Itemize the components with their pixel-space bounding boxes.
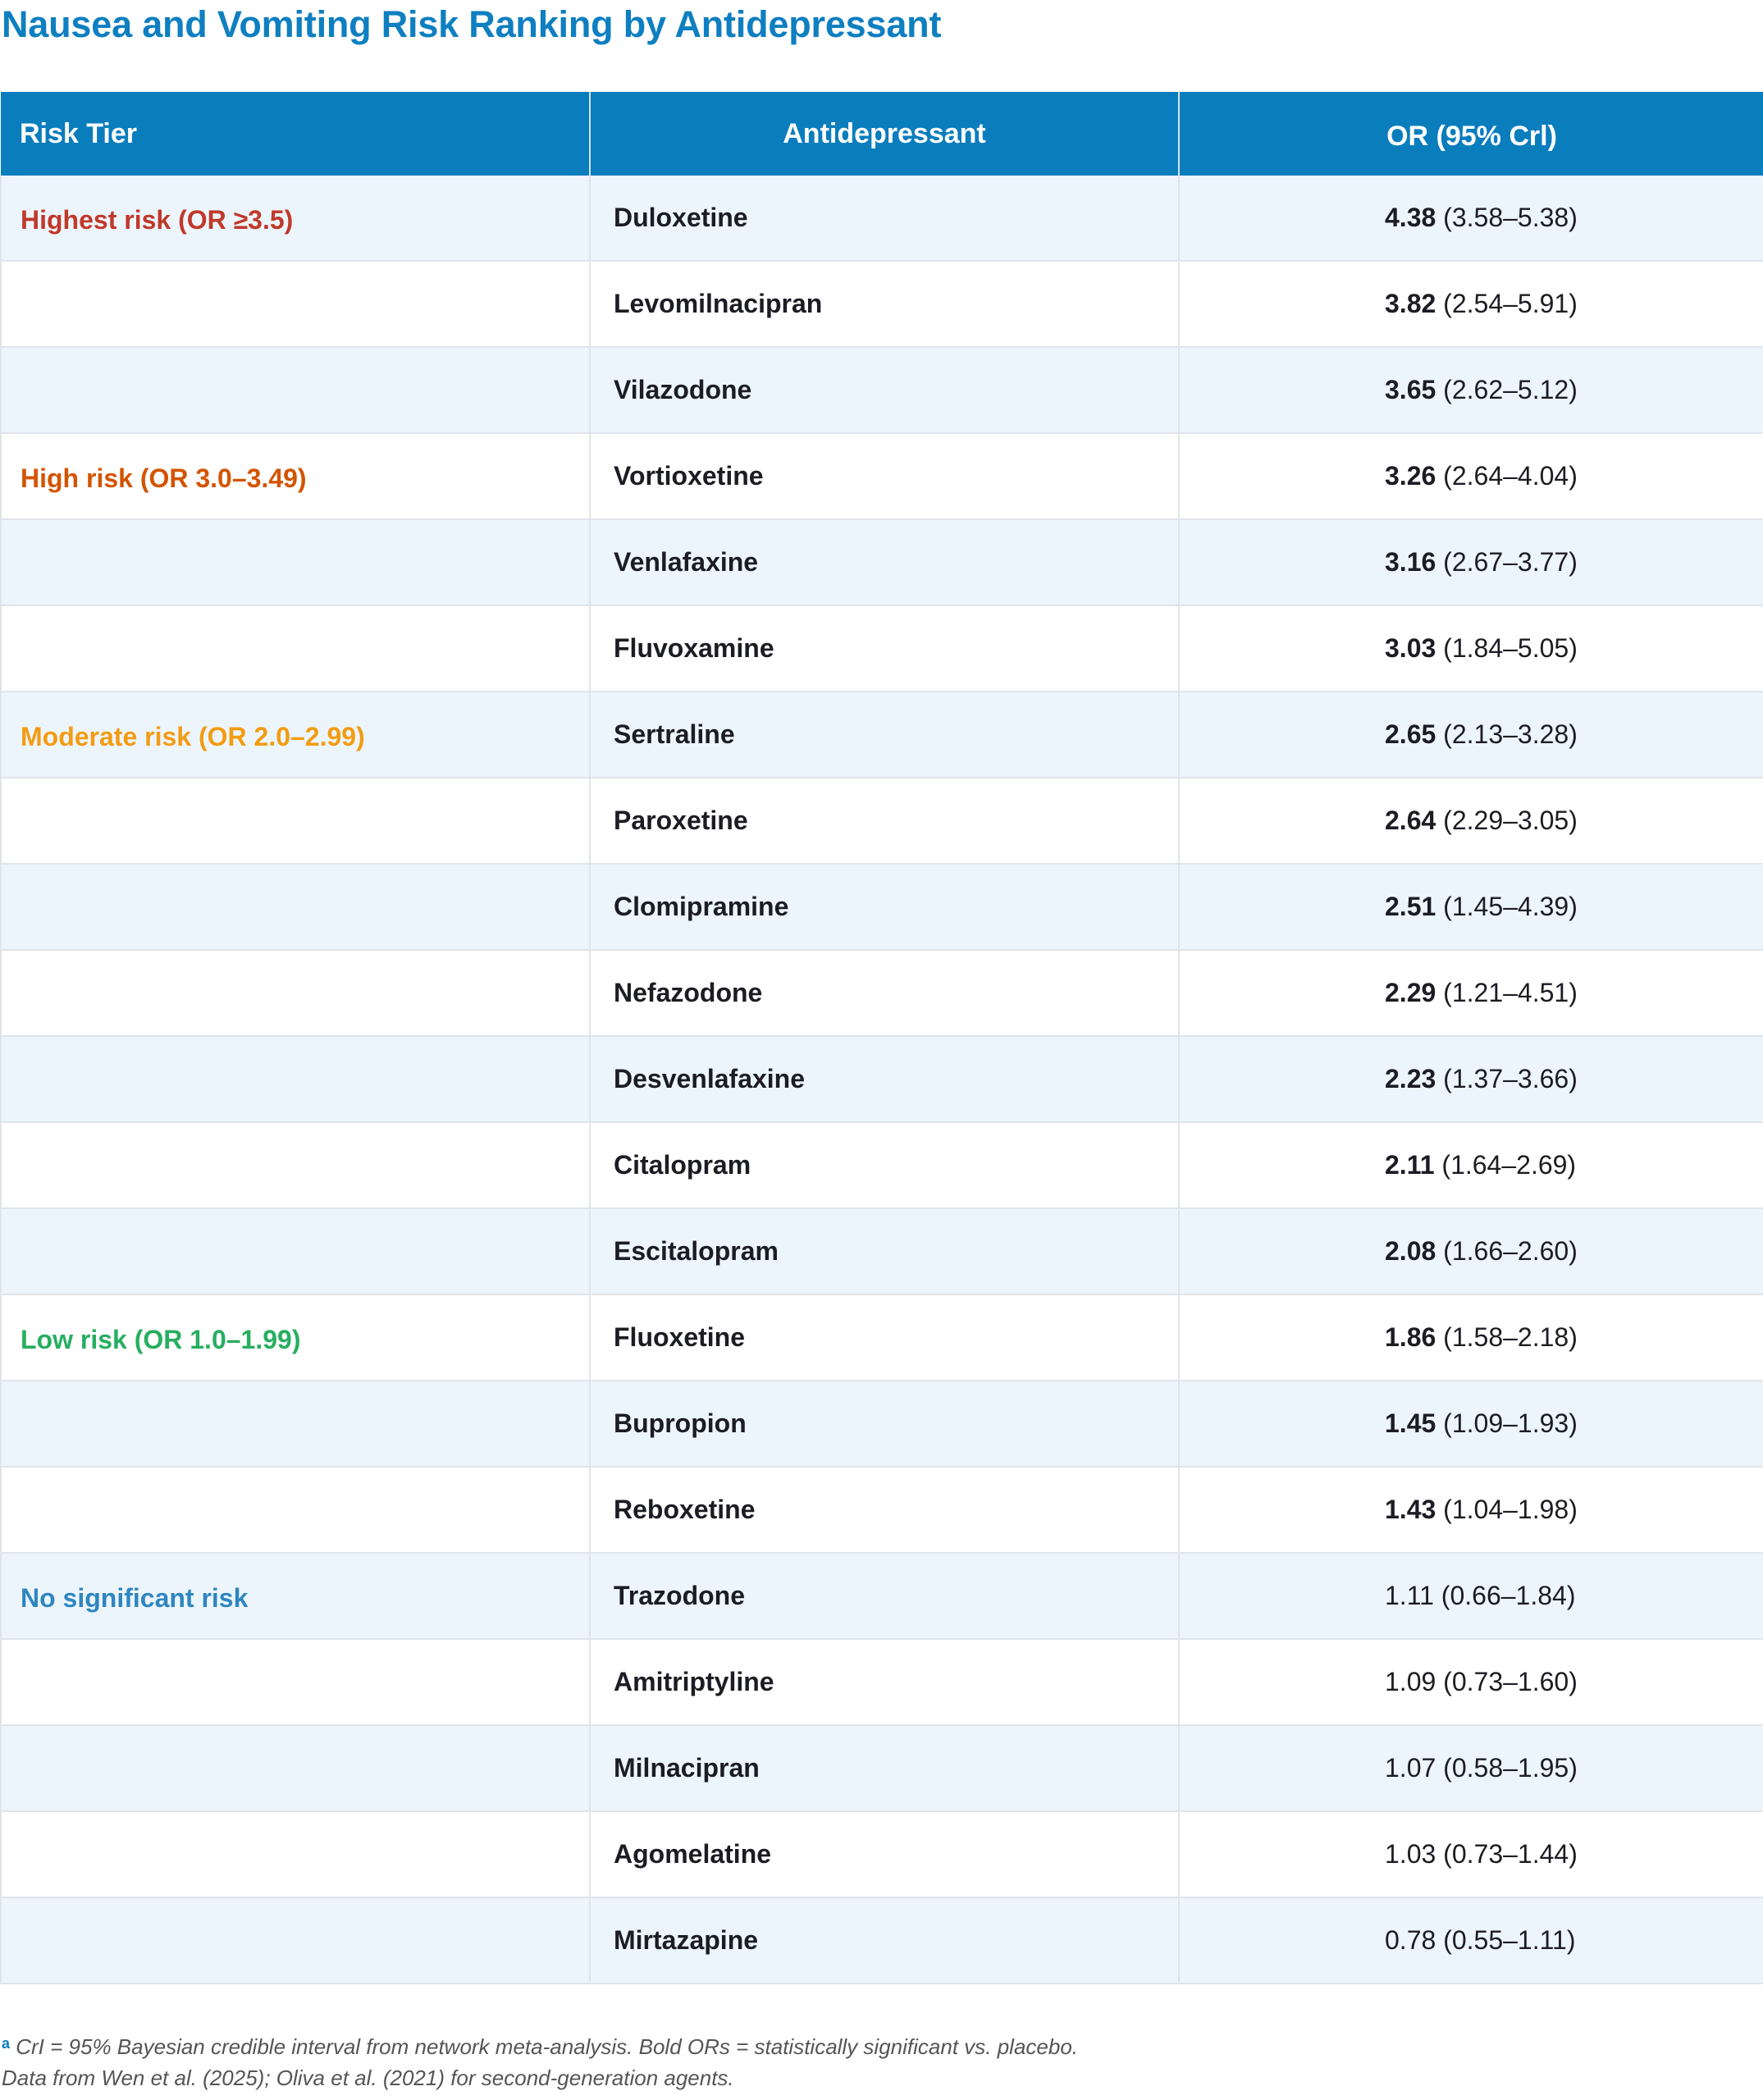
risk-tier-cell: Moderate risk (OR 2.0–2.99) <box>1 692 590 778</box>
or-credible-interval: (2.67–3.77) <box>1443 547 1578 577</box>
antidepressant-cell: Trazodone <box>590 1553 1179 1639</box>
antidepressant-cell: Paroxetine <box>590 778 1179 864</box>
antidepressant-cell: Reboxetine <box>590 1467 1179 1553</box>
or-estimate: 2.11 <box>1385 1150 1435 1180</box>
table-row <box>1 1381 1763 1467</box>
or-credible-interval: (1.84–5.05) <box>1443 633 1578 663</box>
or-cell <box>1179 1467 1763 1553</box>
or-estimate: 2.64 <box>1385 806 1436 835</box>
or-credible-interval: (0.73–1.44) <box>1443 1839 1578 1869</box>
or-cell <box>1179 778 1763 864</box>
or-cell <box>1179 1725 1763 1811</box>
table-row <box>1 1294 1763 1381</box>
table-row <box>1 605 1763 692</box>
or-credible-interval: (1.58–2.18) <box>1443 1322 1578 1352</box>
antidepressant-cell: Bupropion <box>590 1381 1179 1467</box>
table-row <box>1 1208 1763 1294</box>
table-row <box>1 864 1763 950</box>
table-row <box>1 1036 1763 1122</box>
or-estimate: 1.09 <box>1385 1667 1436 1696</box>
or-estimate: 1.86 <box>1385 1322 1436 1352</box>
table-row <box>1 347 1763 433</box>
or-estimate: 3.82 <box>1385 289 1436 318</box>
table-row <box>1 692 1763 778</box>
or-credible-interval: (1.21–4.51) <box>1443 978 1578 1007</box>
or-cell <box>1179 864 1763 950</box>
or-credible-interval: (2.13–3.28) <box>1443 719 1578 749</box>
footnote <box>2 2031 1078 2093</box>
or-cell <box>1179 1294 1763 1381</box>
or-cell <box>1179 1639 1763 1725</box>
footnote-line-1 <box>2 2031 1078 2062</box>
risk-tier-cell <box>1 1725 590 1811</box>
table-row <box>1 1811 1763 1897</box>
or-credible-interval: (1.09–1.93) <box>1443 1408 1578 1438</box>
table-row <box>1 950 1763 1036</box>
or-credible-interval: (0.66–1.84) <box>1441 1581 1576 1610</box>
or-estimate: 1.03 <box>1385 1839 1436 1869</box>
risk-tier-cell <box>1 1208 590 1294</box>
or-credible-interval: (2.64–4.04) <box>1443 461 1578 491</box>
antidepressant-cell: Mirtazapine <box>590 1897 1179 1984</box>
or-cell <box>1179 1381 1763 1467</box>
or-credible-interval: (3.58–5.38) <box>1443 203 1578 232</box>
or-credible-interval: (0.73–1.60) <box>1443 1667 1578 1696</box>
or-credible-interval: (0.58–1.95) <box>1443 1753 1578 1783</box>
or-cell <box>1179 1036 1763 1122</box>
or-estimate: 2.08 <box>1385 1236 1436 1266</box>
antidepressant-cell: Clomipramine <box>590 864 1179 950</box>
antidepressant-cell: Escitalopram <box>590 1208 1179 1294</box>
or-estimate: 4.38 <box>1385 203 1436 232</box>
risk-tier-cell <box>1 1122 590 1208</box>
antidepressant-cell: Agomelatine <box>590 1811 1179 1897</box>
antidepressant-cell: Amitriptyline <box>590 1639 1179 1725</box>
footnote-marker: a <box>2 2035 11 2052</box>
footnote-text-1: CrI = 95% Bayesian credible interval from network meta-analysis. Bold ORs = statistically significant vs. placebo. <box>16 2034 1079 2059</box>
table-row <box>1 433 1763 519</box>
risk-tier-cell: Low risk (OR 1.0–1.99) <box>1 1294 590 1381</box>
or-estimate: 1.07 <box>1385 1753 1436 1783</box>
table-row <box>1 261 1763 347</box>
risk-tier-cell <box>1 950 590 1036</box>
risk-tier-cell <box>1 778 590 864</box>
risk-tier-cell <box>1 864 590 950</box>
risk-tier-cell <box>1 1811 590 1897</box>
table-body <box>1 176 1763 1984</box>
table-row <box>1 1725 1763 1811</box>
or-estimate: 3.26 <box>1385 461 1436 491</box>
or-cell <box>1179 950 1763 1036</box>
antidepressant-cell: Sertraline <box>590 692 1179 778</box>
antidepressant-cell: Vilazodone <box>590 347 1179 433</box>
or-estimate: 1.45 <box>1385 1408 1436 1438</box>
antidepressant-cell: Fluoxetine <box>590 1294 1179 1381</box>
risk-tier-cell <box>1 347 590 433</box>
or-credible-interval: (1.37–3.66) <box>1443 1064 1578 1093</box>
column-header-risk-tier[interactable]: Risk Tier <box>1 92 590 176</box>
table-row <box>1 778 1763 864</box>
or-estimate: 1.11 <box>1385 1581 1434 1610</box>
antidepressant-cell: Duloxetine <box>590 176 1179 261</box>
risk-tier-cell <box>1 1897 590 1984</box>
antidepressant-cell: Vortioxetine <box>590 433 1179 519</box>
table-row <box>1 1639 1763 1725</box>
antidepressant-cell: Fluvoxamine <box>590 605 1179 692</box>
or-estimate: 2.29 <box>1385 978 1436 1007</box>
or-credible-interval: (1.66–2.60) <box>1443 1236 1578 1266</box>
antidepressant-cell: Nefazodone <box>590 950 1179 1036</box>
or-credible-interval: (1.04–1.98) <box>1443 1495 1578 1524</box>
antidepressant-cell: Venlafaxine <box>590 519 1179 605</box>
or-estimate: 2.51 <box>1385 892 1436 921</box>
or-credible-interval: (2.29–3.05) <box>1443 806 1578 835</box>
risk-tier-cell <box>1 605 590 692</box>
risk-tier-cell <box>1 519 590 605</box>
table-row <box>1 1553 1763 1639</box>
antidepressant-cell: Levomilnacipran <box>590 261 1179 347</box>
or-estimate: 3.03 <box>1385 633 1436 663</box>
table-row <box>1 1897 1763 1984</box>
or-cell <box>1179 261 1763 347</box>
or-credible-interval: (1.64–2.69) <box>1441 1150 1577 1180</box>
or-cell <box>1179 1208 1763 1294</box>
risk-tier-cell <box>1 1467 590 1553</box>
risk-tier-cell <box>1 1036 590 1122</box>
or-cell <box>1179 519 1763 605</box>
risk-ranking-table <box>0 92 1763 1984</box>
column-header-or[interactable]: OR (95% Crl) <box>1179 92 1763 176</box>
page-title: Nausea and Vomiting Risk Ranking by Antidepressant <box>2 3 942 45</box>
or-cell <box>1179 1553 1763 1639</box>
risk-tier-cell <box>1 1381 590 1467</box>
table-row <box>1 1467 1763 1553</box>
or-cell <box>1179 605 1763 692</box>
or-credible-interval: (0.55–1.11) <box>1443 1925 1576 1955</box>
antidepressant-cell: Desvenlafaxine <box>590 1036 1179 1122</box>
table-row <box>1 176 1763 261</box>
antidepressant-cell: Citalopram <box>590 1122 1179 1208</box>
or-estimate: 2.23 <box>1385 1064 1436 1093</box>
or-cell <box>1179 692 1763 778</box>
column-header-antidepressant[interactable]: Antidepressant <box>590 92 1179 176</box>
or-credible-interval: (1.45–4.39) <box>1443 892 1578 921</box>
risk-tier-cell <box>1 1639 590 1725</box>
or-cell <box>1179 347 1763 433</box>
or-estimate: 3.16 <box>1385 547 1436 577</box>
or-credible-interval: (2.54–5.91) <box>1443 289 1578 318</box>
or-estimate: 3.65 <box>1385 375 1436 404</box>
table-row <box>1 519 1763 605</box>
table-row <box>1 1122 1763 1208</box>
risk-tier-cell: No significant risk <box>1 1553 590 1639</box>
or-cell <box>1179 1122 1763 1208</box>
risk-tier-cell <box>1 261 590 347</box>
or-estimate: 1.43 <box>1385 1495 1436 1524</box>
or-estimate: 0.78 <box>1385 1925 1436 1955</box>
or-estimate: 2.65 <box>1385 719 1436 749</box>
or-cell <box>1179 1811 1763 1897</box>
risk-tier-cell: Highest risk (OR ≥3.5) <box>1 176 590 261</box>
or-cell <box>1179 1897 1763 1984</box>
risk-tier-cell: High risk (OR 3.0–3.49) <box>1 433 590 519</box>
or-cell <box>1179 433 1763 519</box>
footnote-line-2: Data from Wen et al. (2025); Oliva et al. (2021) for second-generation agents. <box>2 2066 734 2090</box>
or-cell <box>1179 176 1763 261</box>
antidepressant-cell: Milnacipran <box>590 1725 1179 1811</box>
table-header-row <box>1 92 1763 176</box>
or-credible-interval: (2.62–5.12) <box>1443 375 1578 404</box>
